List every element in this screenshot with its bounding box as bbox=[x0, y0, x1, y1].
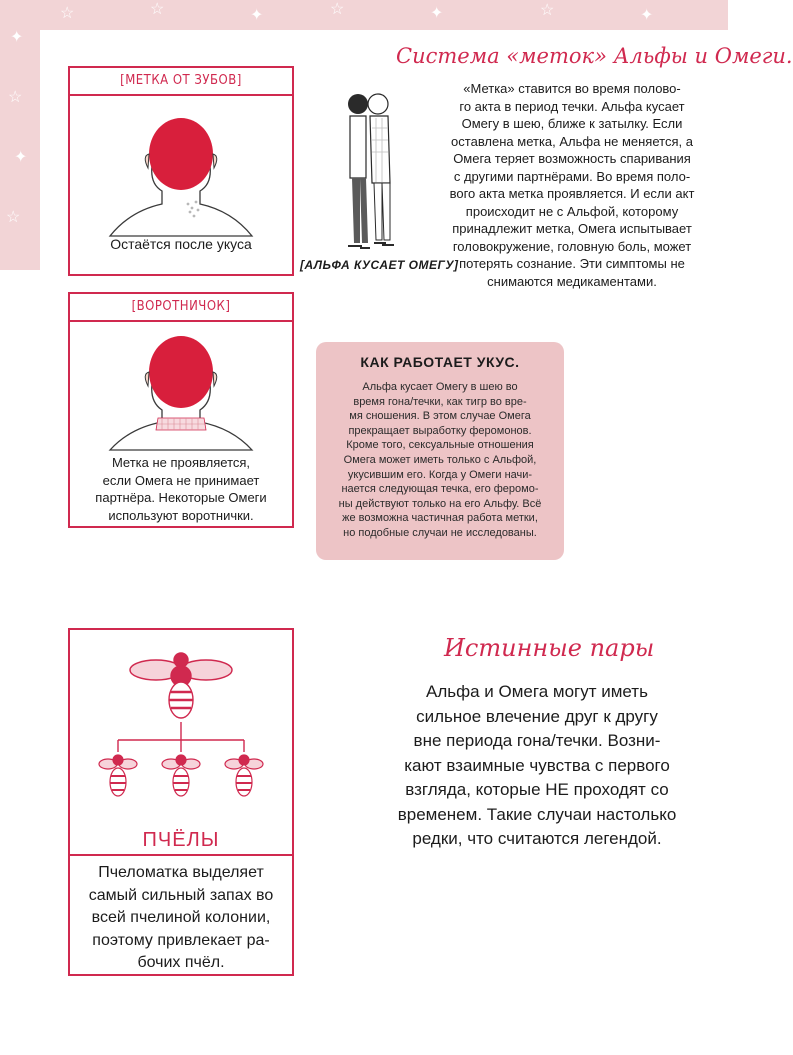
collar-box bbox=[68, 292, 294, 528]
head-collar-illustration bbox=[70, 322, 292, 450]
head-mark-illustration bbox=[70, 96, 292, 236]
intro-text bbox=[426, 80, 718, 290]
star-icon: ☆ bbox=[540, 2, 555, 19]
bees-box-title: ПЧЁЛЫ bbox=[70, 826, 292, 856]
text-line: Омегу в шею, ближе к затылку. Если bbox=[461, 116, 683, 131]
star-icon: ☆ bbox=[330, 1, 345, 18]
text-line: вого акта метка проявляется. И если акт bbox=[449, 186, 695, 201]
text-line: прекращает выработку феромонов. bbox=[348, 424, 532, 437]
mark-box bbox=[68, 66, 294, 276]
star-icon: ✦ bbox=[10, 29, 24, 46]
true-pairs-title: Истинные пары bbox=[444, 634, 655, 662]
text-line: го акта в период течки. Альфа кусает bbox=[459, 98, 685, 114]
text-line: временем. Такие случаи настолько bbox=[397, 804, 677, 824]
text-line: взгляда, которые НЕ проходят со bbox=[405, 780, 669, 799]
text-line: ны действуют только на его Альфу. Всё bbox=[338, 497, 542, 510]
text-line: если Омега не принимает bbox=[102, 472, 260, 488]
text-line: кают взаимные чувства с первого bbox=[404, 755, 670, 775]
star-icon: ☆ bbox=[8, 89, 23, 106]
text-line: бочих пчёл. bbox=[137, 954, 225, 971]
worker-bee-icon bbox=[99, 755, 137, 796]
text-line: партнёра. Некоторые Омеги bbox=[95, 490, 267, 505]
text-line: нается следующая течка, его феромо- bbox=[341, 483, 539, 496]
text-line: время гона/течки, как тигр во вре- bbox=[353, 395, 527, 408]
text-line: используют воротнички. bbox=[108, 507, 254, 523]
couple-illustration-label: [АЛЬФА КУСАЕТ ОМЕГУ] bbox=[300, 258, 459, 272]
bite-card-text bbox=[328, 380, 552, 541]
star-icon: ☆ bbox=[150, 1, 165, 18]
text-line: потерять сознание. Эти симптомы не bbox=[459, 256, 685, 271]
star-icon: ✦ bbox=[250, 7, 264, 24]
text-line: головокружение, головную боль, может bbox=[452, 238, 692, 254]
text-line: поэтому привлекает ра- bbox=[92, 931, 270, 949]
text-line: же возможна частичная работа метки, bbox=[342, 512, 538, 525]
text-line: Омега может иметь только с Альфой, bbox=[343, 453, 537, 466]
star-icon: ☆ bbox=[60, 5, 75, 22]
mark-box-caption: Остаётся после укуса bbox=[110, 236, 252, 252]
text-line: но подобные случаи не исследованы. bbox=[343, 526, 537, 539]
collar-box-title: [ВОРОТНИЧОК] bbox=[70, 294, 292, 322]
text-line: укусившим его. Когда у Омеги начи- bbox=[347, 468, 533, 481]
text-line: с другими партнёрами. Во время поло- bbox=[453, 168, 691, 184]
page-title: Система «меток» Альфы и Омеги. bbox=[396, 44, 793, 68]
text-line: оставлена метка, Альфа не меняется, а bbox=[451, 133, 693, 149]
text-line: Альфа кусает Омегу в шею во bbox=[362, 381, 518, 393]
text-line: Омега теряет возможность спаривания bbox=[453, 151, 691, 166]
text-line: вне периода гона/течки. Возни- bbox=[413, 731, 661, 750]
bite-info-card bbox=[316, 342, 564, 560]
text-line: сильное влечение друг к другу bbox=[416, 706, 658, 726]
star-icon: ☆ bbox=[6, 209, 21, 226]
text-line: мя сношения. В этом случае Омега bbox=[349, 410, 531, 423]
star-icon: ✦ bbox=[430, 5, 444, 22]
text-line: Кроме того, сексуальные отношения bbox=[346, 439, 534, 452]
true-pairs-text bbox=[372, 680, 702, 852]
star-icon: ✦ bbox=[14, 149, 28, 166]
worker-bee-icon bbox=[225, 755, 263, 796]
bees-box-text bbox=[70, 862, 292, 975]
text-line: всей пчелиной колонии, bbox=[91, 909, 271, 926]
text-line: Метка не проявляется, bbox=[111, 455, 251, 470]
queen-bee-icon bbox=[130, 653, 232, 718]
text-line: самый сильный запах во bbox=[88, 886, 274, 904]
star-icon: ✦ bbox=[640, 7, 654, 24]
couple-illustration bbox=[330, 88, 420, 258]
text-line: принадлежит метка, Омега испытывает bbox=[452, 221, 692, 236]
text-line: редки, что считаются легендой. bbox=[412, 829, 662, 848]
text-line: снимаются медикаментами. bbox=[487, 273, 657, 289]
worker-bee-icon bbox=[162, 755, 200, 796]
bee-hierarchy-diagram bbox=[70, 640, 292, 830]
mark-box-title: [МЕТКА ОТ ЗУБОВ] bbox=[70, 68, 292, 96]
collar-box-text bbox=[70, 454, 292, 524]
text-line: «Метка» ставится во время полово- bbox=[463, 81, 681, 96]
text-line: Альфа и Омега могут иметь bbox=[426, 682, 648, 701]
text-line: Пчеломатка выделяет bbox=[98, 864, 264, 881]
bite-card-title: КАК РАБОТАЕТ УКУС. bbox=[360, 354, 520, 370]
bees-box bbox=[68, 628, 294, 976]
text-line: происходит не с Альфой, которому bbox=[465, 203, 679, 219]
